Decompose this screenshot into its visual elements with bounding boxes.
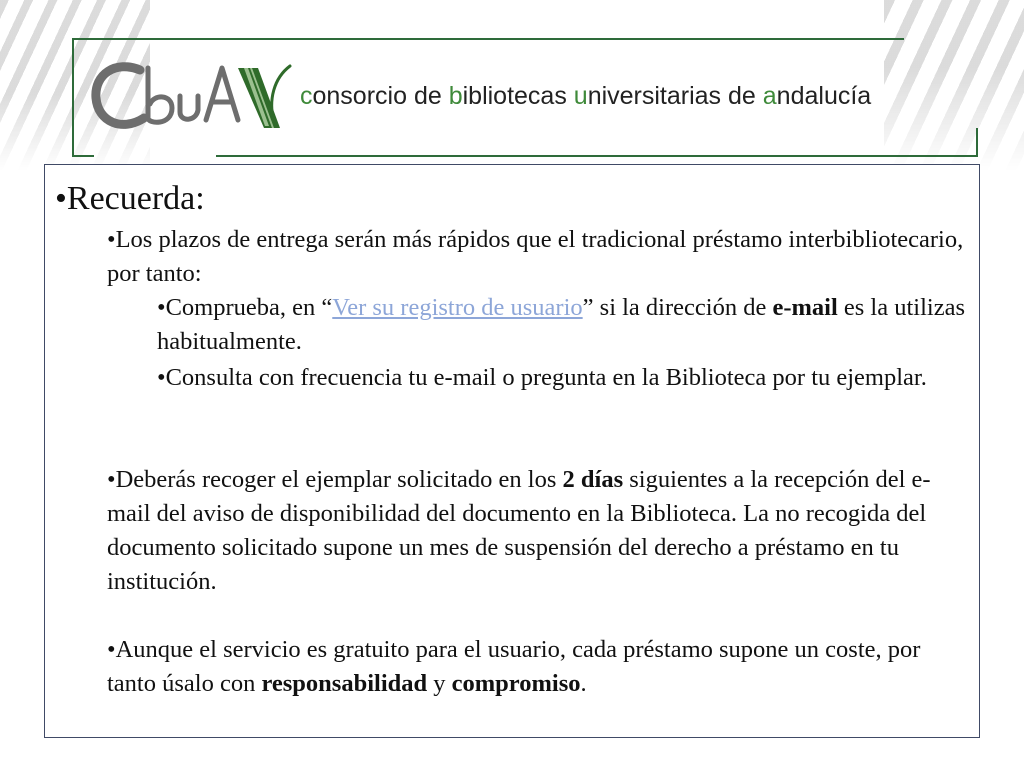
bullet-text: siguientes a la recepción del e-mail del aviso de disponibilidad del documento en la Biblioteca. La no recogida del documento solicitado supone un mes de suspensión del derecho a préstamo en tu institución. xyxy=(107,466,931,595)
content-panel xyxy=(44,164,980,738)
org-name-letter-a: a xyxy=(762,82,777,110)
emphasis-two-days: 2 días xyxy=(562,466,624,493)
bullet-text: . xyxy=(580,670,587,697)
org-name-part: ndalucía xyxy=(776,82,872,110)
bullet-pickup-deadline xyxy=(107,463,969,599)
section-heading: •Recuerda: xyxy=(55,180,205,217)
org-name-letter-b: b xyxy=(448,82,463,110)
user-registration-link[interactable]: Ver su registro de usuario xyxy=(332,294,583,321)
bullet-check-registration xyxy=(157,291,969,359)
bullet-text: ” si la dirección de xyxy=(582,294,773,321)
bullet-responsibility xyxy=(107,633,969,701)
emphasis-responsibility: responsabilidad xyxy=(261,670,428,697)
header-banner xyxy=(88,52,918,142)
cbua-logo xyxy=(88,52,298,142)
org-name-part: niversitarias de xyxy=(587,82,763,110)
bullet-check-email xyxy=(157,361,969,395)
bullet-text: •Los plazos de entrega serán más rápidos que el tradicional préstamo interbibliotecario, por tanto: xyxy=(107,226,964,287)
bullet-text: •Consulta con frecuencia tu e-mail o pregunta en la Biblioteca por tu ejemplar. xyxy=(157,364,927,391)
emphasis-email: e-mail xyxy=(772,294,838,321)
banner-frame-top xyxy=(72,38,904,40)
bullet-text: es la utilizas habitualmente. xyxy=(157,294,965,355)
bullet-text: y xyxy=(427,670,452,697)
emphasis-commitment: compromiso xyxy=(451,670,581,697)
banner-frame-bottom-left xyxy=(72,155,94,157)
bullet-text: •Aunque el servicio es gratuito para el usuario, cada préstamo supone un coste, por tanto úsalo con xyxy=(107,636,921,697)
bullet-text: •Deberás recoger el ejemplar solicitado en los xyxy=(107,466,563,493)
banner-frame-left xyxy=(72,38,74,156)
banner-frame-right xyxy=(976,128,978,157)
org-name-letter-u: u xyxy=(573,82,588,110)
bullet-delivery-times xyxy=(107,223,967,291)
org-name-part: onsorcio de xyxy=(312,82,449,110)
org-name-letter-c: c xyxy=(300,82,313,110)
bullet-text: •Comprueba, en “ xyxy=(157,294,333,321)
banner-frame-bottom xyxy=(216,155,978,157)
organization-name xyxy=(300,82,871,111)
org-name-part: ibliotecas xyxy=(462,82,574,110)
